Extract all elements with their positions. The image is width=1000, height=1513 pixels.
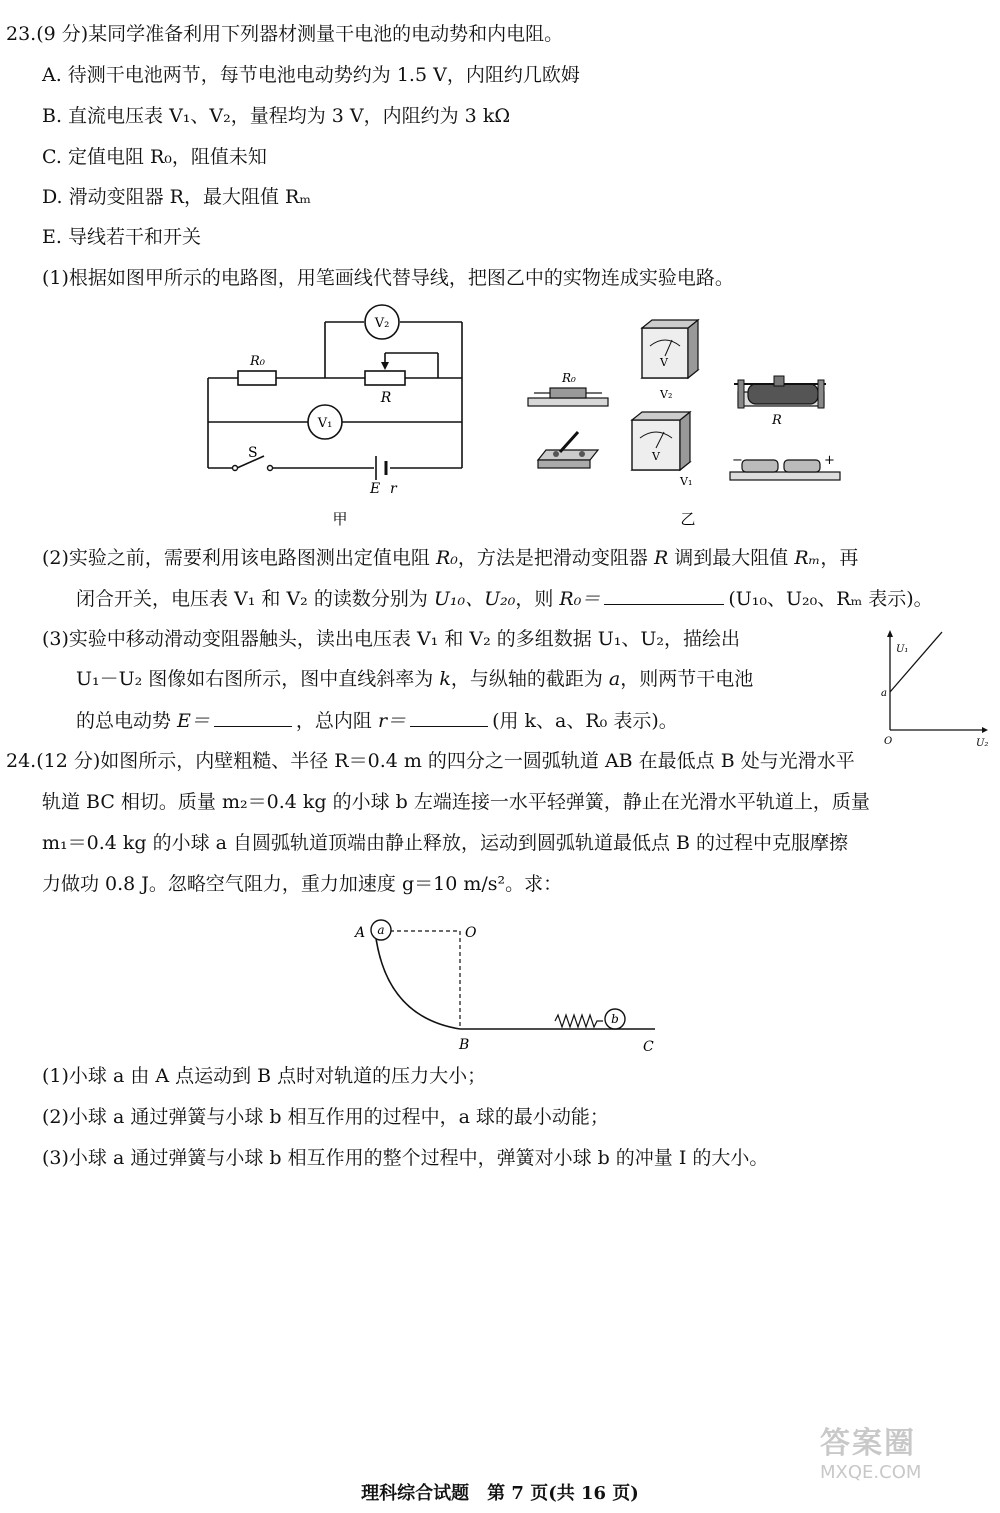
point-o-label: O xyxy=(465,925,477,941)
svg-text:−: − xyxy=(732,453,743,468)
figure-caption-jia: 甲 xyxy=(332,510,348,528)
q23-header: 23.(9 分)某同学准备利用下列器材测量干电池的电动势和内电阻。 xyxy=(6,23,564,45)
u1-u2-graph xyxy=(878,630,988,750)
q24-line4: 力做功 0.8 J。忽略空气阻力，重力加速度 g＝10 m/s²。求： xyxy=(42,873,563,895)
q23-option-e: E. 导线若干和开关 xyxy=(42,226,201,248)
q23-part2-line1: (2)实验之前，需要利用该电路图测出定值电阻 R₀，方法是把滑动变阻器 R 调到最大阻值 Rₘ，再 xyxy=(42,547,859,569)
v1-meter-label: V₁ xyxy=(317,416,333,431)
svg-text:R: R xyxy=(772,413,782,428)
resistor-r0-icon xyxy=(528,371,608,406)
q24-line2: 轨道 BC 相切。质量 m₂＝0.4 kg 的小球 b 左端连接一水平轻弹簧，静止在光滑水平轨道上，质量 xyxy=(42,791,870,813)
q23-part3-line3: 的总电动势 E＝ ，总内阻 r＝ (用 k、a、R₀ 表示)。 xyxy=(76,710,678,732)
q23-part2-line2: 闭合开关，电压表 V₁ 和 V₂ 的读数分别为 U₁₀、U₂₀，则 R₀＝ (U₁₀、U₂₀、Rₘ 表示)。 xyxy=(76,588,933,610)
v2-meter-label: V₂ xyxy=(374,316,390,331)
q24-line1: 24.(12 分)如图所示，内壁粗糙、半径 R＝0.4 m 的四分之一圆弧轨道 AB 在最低点 B 处与光滑水平 xyxy=(6,750,855,772)
q23-part1: (1)根据如图甲所示的电路图，用笔画线代替导线，把图乙中的实物连成实验电路。 xyxy=(42,267,734,289)
internal-r-answer-blank[interactable] xyxy=(410,708,488,727)
r0-label: R₀ xyxy=(250,354,265,369)
ball-b-label: b xyxy=(611,1012,619,1026)
spring-icon xyxy=(555,1015,603,1027)
q23-part3-line2: U₁－U₂ 图像如右图所示，图中直线斜率为 k，与纵轴的截距为 a，则两节干电池 xyxy=(76,668,754,690)
battery-pack-icon xyxy=(730,453,840,480)
emf-label: E xyxy=(370,481,381,497)
graph-origin-label: O xyxy=(884,736,893,747)
emf-answer-blank[interactable] xyxy=(214,708,292,727)
point-a-label: A xyxy=(355,925,366,941)
rheostat-icon xyxy=(734,376,826,428)
graph-x-label: U₂ xyxy=(976,738,988,749)
svg-text:R₀: R₀ xyxy=(562,371,576,385)
svg-text:V: V xyxy=(652,450,660,463)
switch-label: S xyxy=(248,445,258,461)
svg-text:+: + xyxy=(824,453,835,468)
figure-caption-yi: 乙 xyxy=(680,510,696,528)
point-b-label: B xyxy=(459,1037,470,1053)
q23-option-d: D. 滑动变阻器 R，最大阻值 Rₘ xyxy=(42,186,311,208)
circuit-diagram-jia xyxy=(190,300,490,530)
q24-sub1: (1)小球 a 由 A 点运动到 B 点时对轨道的压力大小； xyxy=(42,1065,487,1087)
apparatus-figure-yi xyxy=(520,300,850,530)
q23-option-c: C. 定值电阻 R₀，阻值未知 xyxy=(42,146,267,168)
svg-text:V₁: V₁ xyxy=(680,475,693,488)
voltmeter-v1-icon xyxy=(632,412,692,488)
r0-answer-blank[interactable] xyxy=(604,586,724,605)
point-c-label: C xyxy=(643,1039,654,1055)
graph-intercept-label: a xyxy=(881,688,887,699)
voltmeter-v2-icon xyxy=(642,320,698,401)
r-label: R xyxy=(380,390,392,406)
watermark-logo: 答案圈 MXQE.COM xyxy=(820,1426,922,1483)
q23-part3-line1: (3)实验中移动滑动变阻器触头，读出电压表 V₁ 和 V₂ 的多组数据 U₁、U₂，描绘出 xyxy=(42,628,741,650)
svg-text:V: V xyxy=(660,356,668,369)
q23-option-a: A. 待测干电池两节，每节电池电动势约为 1.5 V，内阻约几欧姆 xyxy=(42,64,580,86)
q23-option-b: B. 直流电压表 V₁、V₂，量程均为 3 V，内阻约为 3 kΩ xyxy=(42,105,511,127)
q24-sub3: (3)小球 a 通过弹簧与小球 b 相互作用的整个过程中，弹簧对小球 b 的冲量 I 的大小。 xyxy=(42,1147,769,1169)
ball-a-label: a xyxy=(377,923,385,937)
svg-text:V₂: V₂ xyxy=(660,388,673,401)
graph-y-label: U₁ xyxy=(896,644,909,655)
q24-sub2: (2)小球 a 通过弹簧与小球 b 相互作用的过程中，a 球的最小动能； xyxy=(42,1106,609,1128)
internal-r-label: r xyxy=(390,481,397,497)
switch-icon xyxy=(538,432,598,468)
page-footer: 理科综合试题 第 7 页(共 16 页) xyxy=(361,1483,639,1504)
q24-line3: m₁＝0.4 kg 的小球 a 自圆弧轨道顶端由静止释放，运动到圆弧轨道最低点 B 的过程中克服摩擦 xyxy=(42,832,849,854)
track-diagram xyxy=(345,915,665,1055)
